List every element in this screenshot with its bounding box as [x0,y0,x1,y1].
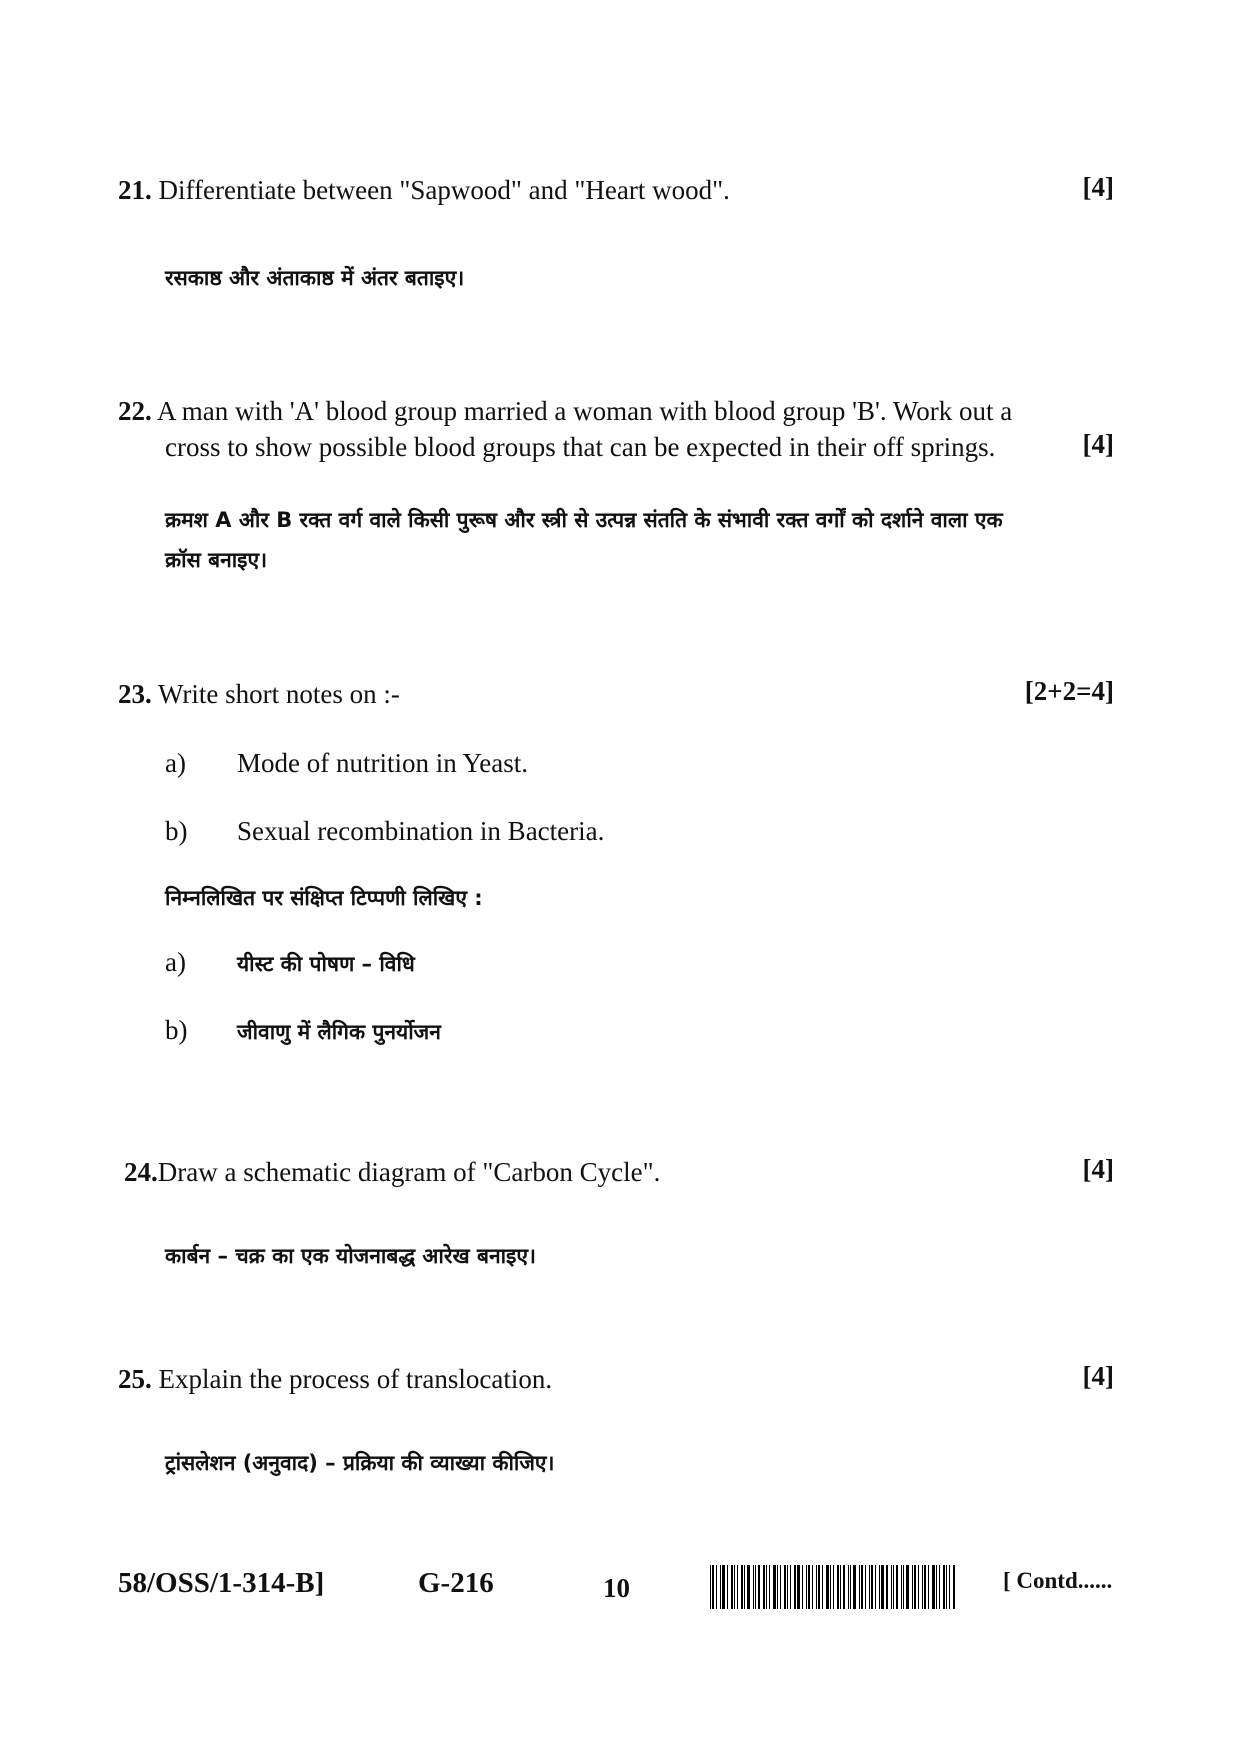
barcode-bar [794,1565,796,1609]
paper-code: 58/OSS/1-314-B] [118,1567,325,1599]
barcode-bar [777,1565,778,1609]
barcode-bar [816,1565,817,1609]
barcode-bar [879,1565,880,1609]
barcode-bar [953,1565,955,1609]
barcode-bar [949,1565,950,1609]
barcode-bar [808,1565,810,1609]
barcode-bar [875,1565,876,1609]
question-number: 25. [118,1364,152,1394]
barcode-bar [769,1565,770,1609]
barcode-bar [755,1565,756,1609]
option-letter: a) [165,748,186,778]
barcode-bar [893,1565,894,1609]
barcode-bar [722,1565,725,1609]
barcode-bar [896,1565,898,1609]
barcode-bar [716,1565,717,1609]
page-number: 10 [603,1573,630,1603]
barcode-bar [712,1565,714,1609]
barcode-bar [901,1565,902,1609]
barcode-bar [727,1565,728,1609]
question-number: 24. [124,1157,158,1187]
barcode-bar [833,1565,834,1609]
barcode-bar [943,1565,945,1609]
barcode-bar [747,1565,750,1609]
barcode-bar [871,1565,873,1609]
question-text: A man with 'A' blood group married a woman with blood group 'B'. Work out a [157,396,1013,426]
question-23 [118,676,1018,712]
question-24 [124,1154,1024,1190]
barcode-bar [906,1565,909,1609]
option-letter: a) [165,947,186,977]
barcode-bar [818,1565,820,1609]
barcode-bar [784,1565,786,1609]
question-text: Write short notes on :- [158,679,400,709]
question-text: Draw a schematic diagram of "Carbon Cycle". [157,1157,661,1187]
question-text-line2: cross to show possible blood groups that can be expected in their off springs. [165,432,996,462]
option-text: Sexual recombination in Bacteria. [237,816,605,846]
barcode-bar [939,1565,940,1609]
question-text-hindi: ट्रांसलेशन (अनुवाद) – प्रक्रिया की व्याख्या कीजिए। [165,1451,555,1475]
barcode-bar [797,1565,800,1609]
barcode-bar [891,1565,892,1609]
barcode-bar [912,1565,913,1609]
question-25 [118,1361,1018,1397]
option-a [165,745,528,781]
barcode-bar [790,1565,791,1609]
option-text: जीवाणु में लैगिक पुनर्योजन [237,1020,441,1044]
barcode-bar [744,1565,745,1609]
barcode-bar [780,1565,781,1609]
marks-label: [4] [1082,429,1114,459]
question-number: 23. [118,679,152,709]
barcode-bar [763,1565,765,1609]
question-22 [118,393,1123,429]
barcode-bar [843,1565,845,1609]
barcode-bar [734,1565,735,1609]
barcode-bar [853,1565,856,1609]
question-number: 22. [118,396,152,426]
barcode-bar [850,1565,851,1609]
barcode-bar [812,1565,813,1609]
barcode-bar [903,1565,904,1609]
question-text-hindi: रसकाष्ठ और अंताकाष्ठ में अंतर बताइए। [165,266,465,290]
barcode [710,1565,985,1609]
barcode-bar [932,1565,935,1609]
barcode-bar [802,1565,803,1609]
question-21 [118,172,1118,208]
continued-label: [ Contd...... [1003,1568,1113,1593]
option-text: यीस्ट की पोषण – विधि [237,952,415,976]
question-text: Explain the process of translocation. [158,1364,553,1394]
marks-label: [2+2=4] [1024,676,1114,706]
option-letter: b) [165,1015,188,1045]
barcode-bar [787,1565,788,1609]
barcode-bar [922,1565,923,1609]
barcode-bar [946,1565,947,1609]
option-letter: b) [165,816,188,846]
barcode-bar [710,1565,711,1609]
option-b-hindi [165,1012,441,1052]
barcode-bar [924,1565,926,1609]
barcode-bar [826,1565,829,1609]
option-text: Mode of nutrition in Yeast. [237,748,529,778]
barcode-bar [865,1565,866,1609]
barcode-bar [869,1565,870,1609]
marks-label: [4] [1082,1154,1114,1184]
barcode-bar [731,1565,733,1609]
barcode-bar [806,1565,807,1609]
barcode-bar [918,1565,919,1609]
barcode-bar [766,1565,767,1609]
barcode-bar [881,1565,884,1609]
option-a-hindi [165,944,415,984]
barcode-bar [741,1565,743,1609]
barcode-bar [720,1565,721,1609]
question-text-hindi: निम्नलिखित पर संक्षिप्त टिप्पणी लिखिए : [165,886,483,910]
barcode-bar [859,1565,860,1609]
barcode-bar [758,1565,760,1609]
barcode-bar [753,1565,754,1609]
barcode-bar [840,1565,841,1609]
barcode-bar [861,1565,863,1609]
barcode-bar [886,1565,888,1609]
series-code: G-216 [418,1567,494,1599]
barcode-bar [837,1565,839,1609]
barcode-bar [830,1565,831,1609]
question-text-hindi-line2: क्रॉस बनाइए। [165,548,268,572]
option-b [165,813,604,849]
question-text-hindi: कार्बन – चक्र का एक योजनाबद्ध आरेख बनाइए। [165,1244,536,1268]
question-text: Differentiate between "Sapwood" and "Heart wood". [158,175,730,205]
barcode-bar [928,1565,929,1609]
barcode-bar [822,1565,823,1609]
barcode-bar [914,1565,916,1609]
barcode-bar [773,1565,776,1609]
marks-label: [4] [1082,1361,1114,1391]
question-text-hindi: क्रमश A और B रक्त वर्ग वाले किसी पुरूष और स्त्री से उत्पन्न संतति के संभावी रक्त वर्गों को दर्शाने वाला एक [165,508,1003,532]
barcode-bar [737,1565,738,1609]
marks-label: [4] [1082,172,1114,202]
question-number: 21. [118,175,152,205]
barcode-bar [936,1565,937,1609]
barcode-bar [848,1565,849,1609]
